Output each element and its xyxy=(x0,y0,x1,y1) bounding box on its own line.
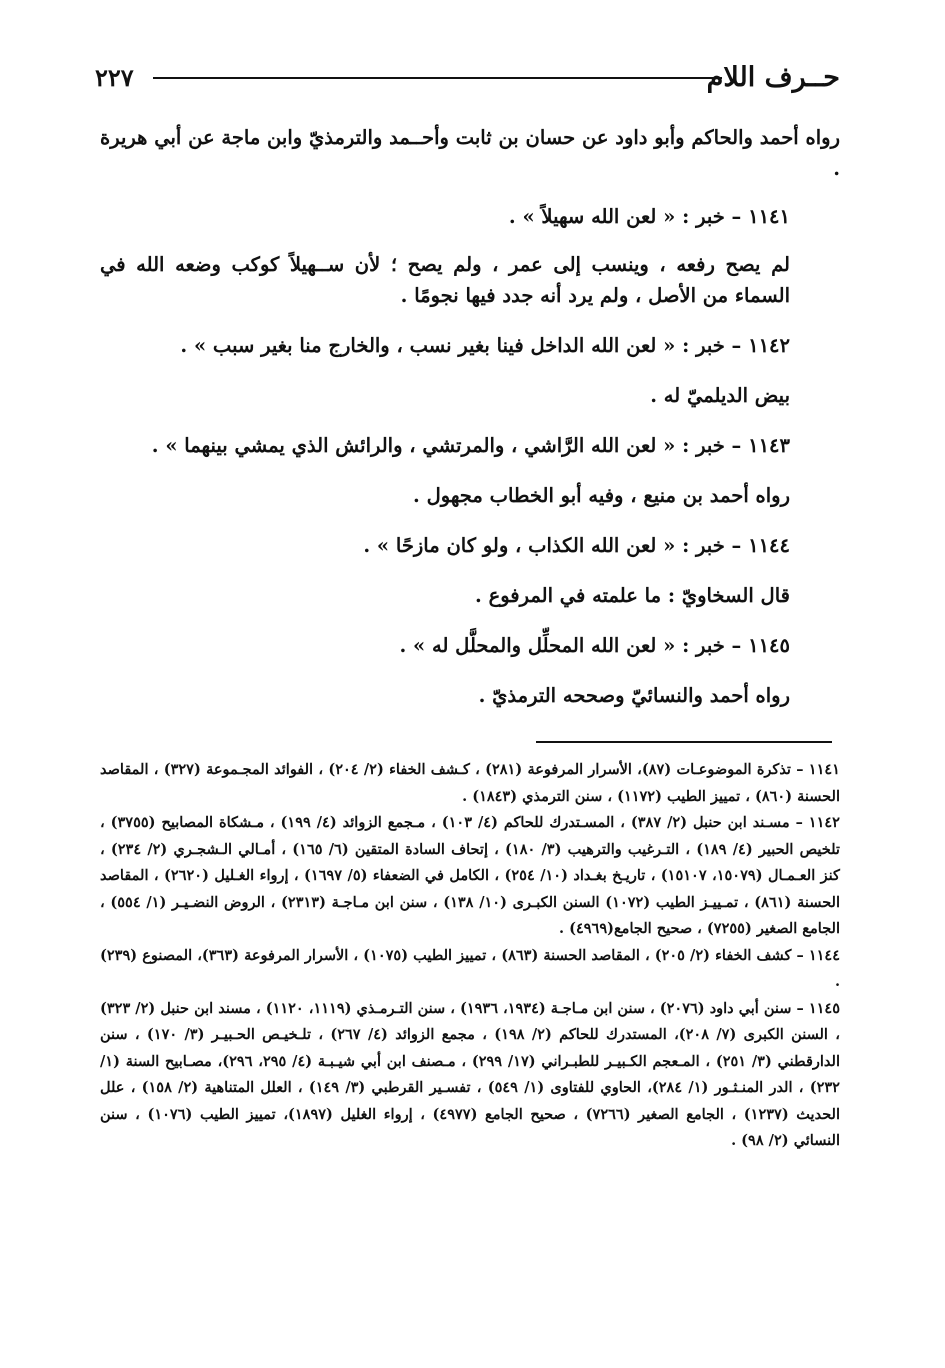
entry-1143: ١١٤٣ – خبر : « لعن الله الرَّاشي ، والمرتشي ، والرائش الذي يمشي بينهما » . xyxy=(151,434,790,457)
entry-1142: ١١٤٢ – خبر : « لعن الله الداخل فينا بغير نسب ، والخارج منا بغير سبب » . xyxy=(180,334,790,357)
commentary-1144: قال السخاويّ : ما علمته في المرفوع . xyxy=(475,584,790,607)
page-number: ٢٢٧ xyxy=(95,63,134,92)
commentary-1143: رواه أحمد بن منيع ، وفيه أبو الخطاب مجهول . xyxy=(413,484,790,507)
entry-1145: ١١٤٥ – خبر : « لعن الله المحلِّل والمحلَّل له » . xyxy=(399,634,790,657)
footnote-1141 xyxy=(100,757,840,810)
footnote-number: ١١٤١ – xyxy=(796,761,840,778)
footnote-1144 xyxy=(100,943,840,996)
footnote-text: سنن أبي داود (٢٠٧٦) ، سنن ابن مـاجـة (١٩٣٤، ١٩٣٦) ، سنن التـرمـذي (١١١٩، ١١٢٠) ، مسند ابن حنبل (٢/ ٣٢٣) ، السنن الكبرى (٧/ ٢٠٨)، المستدرك للحاكم (٢/ ١٩٨) ، مجمع الزوائد (٤/ ٢٦٧) ، تلـخيـص الحـبيـر (٣/ ١٧٠) ، سنن الدارقطني (٣/ ٢٥١) ، المـعجم الكـبيـر للطبـراني (١٧/ ٢٩٩) ، مـصنف ابن أبي شيـبـة (٤/ ٢٩٥، ٢٩٦)، مصـابيح السنة (١/ ٢٣٢) ، الدر المنـثـور (١/ ٢٨٤)، الحاوي للفتاوى (١/ ٥٤٩) ، تفسـير القرطبي (٣/ ١٤٩) ، العلل المتناهية (٢/ ١٥٨) ، علل الحديث (١٢٣٧) ، الجامع الصغير (٧٢٦٦) ، صحيح الجامع (٤٩٧٧) ، إرواء الغليل (١٨٩٧)، تمييز الطيب (١٠٧٦) ، سنن النسائي (٢/ ٩٨) . xyxy=(100,999,840,1149)
footnote-number: ١١٤٥ – xyxy=(796,999,840,1017)
narration-paragraph: رواه أحمد والحاكم وأبو داود عن حسان بن ثابت وأحــمد والترمذيّ وابن ماجة عن أبي هريرة . xyxy=(99,126,840,180)
footnotes xyxy=(100,757,840,1155)
commentary-1145: رواه أحمد والنسائيّ وصححه الترمذيّ . xyxy=(478,684,790,707)
footnote-1145 xyxy=(100,996,840,1155)
commentary-1141: لم يصح رفعه ، وينسب إلى عمر ، ولم يصح ؛ لأن ســهيلاً كوكب وضعه الله في السماء من الأصل ، ولم يرد أنه جدد فيها نجومًا . xyxy=(100,253,790,307)
footnote-number: ١١٤٢ – xyxy=(795,814,840,831)
footnote-text: مسـند ابن حنبل (٢/ ٣٨٧) ، المسـتدرك للحاكم (٤/ ١٠٣) ، مـجمع الزوائد (٤/ ١٩٩) ، مـشكاة المصابيح (٣٧٥٥) ، تلخيص الحبير (٤/ ١٨٩) ، التـرغيب والترهيب (٣/ ١٨٠) ، إتحاف السادة المتقين (٦/ ١٦٥) ، أمـالي الـشجـري (٢/ ٢٣٤) ، كنز العـمـال (١٥٠٧٩، ١٥١٠٧) ، تاريـخ بغـداد (١٠/ ٢٥٤) ، الكامل في الضعفاء (٥/ ١٦٩٧) ، إرواء الغـليل (٢٦٢٠) ، المقاصد الحسنة (٨٦١) ، تمـييـز الطيب (١٠٧٢) السنن الكبـرى (١٠/ ١٣٨) ، سنن ابن مـاجـة (٢٣١٣) ، الروض النضـيـر (١/ ٥٥٤) ، الجامع الصغير (٧٢٥٥) ، صحيح الجامع(٤٩٦٩) . xyxy=(100,814,841,937)
header-rule xyxy=(153,77,722,79)
running-title: حــرف اللام xyxy=(706,62,840,93)
footnote-text: تذكرة الموضوعـات (٨٧)، الأسرار المرفوعة (٢٨١) ، كـشف الخفاء (٢/ ٢٠٤) ، الفوائد المجـموعة (٣٢٧) ، المقاصد الحسنة (٨٦٠) ، تمييز الطيب (١١٧٢) ، سنن الترمذي (١٨٤٣) . xyxy=(100,761,840,805)
page-header xyxy=(95,58,840,98)
entry-1144: ١١٤٤ – خبر : « لعن الله الكذاب ، ولو كان مازحًا » . xyxy=(363,534,790,557)
footnote-1142 xyxy=(100,810,840,943)
main-text xyxy=(100,122,840,711)
commentary-1142: بيض الديلميّ له . xyxy=(650,384,790,407)
footnote-number: ١١٤٤ – xyxy=(796,946,840,964)
footnote-text: كشف الخفاء (٢/ ٢٠٥) ، المقاصد الحسنة (٨٦٣) ، تمييز الطيب (١٠٧٥) ، الأسرار المرفوعة (٣٦٣)، المصنوع (٢٣٩) . xyxy=(100,946,840,990)
footnote-separator xyxy=(536,741,832,743)
entry-1141: ١١٤١ – خبر : « لعن الله سهيلاً » . xyxy=(508,205,790,228)
